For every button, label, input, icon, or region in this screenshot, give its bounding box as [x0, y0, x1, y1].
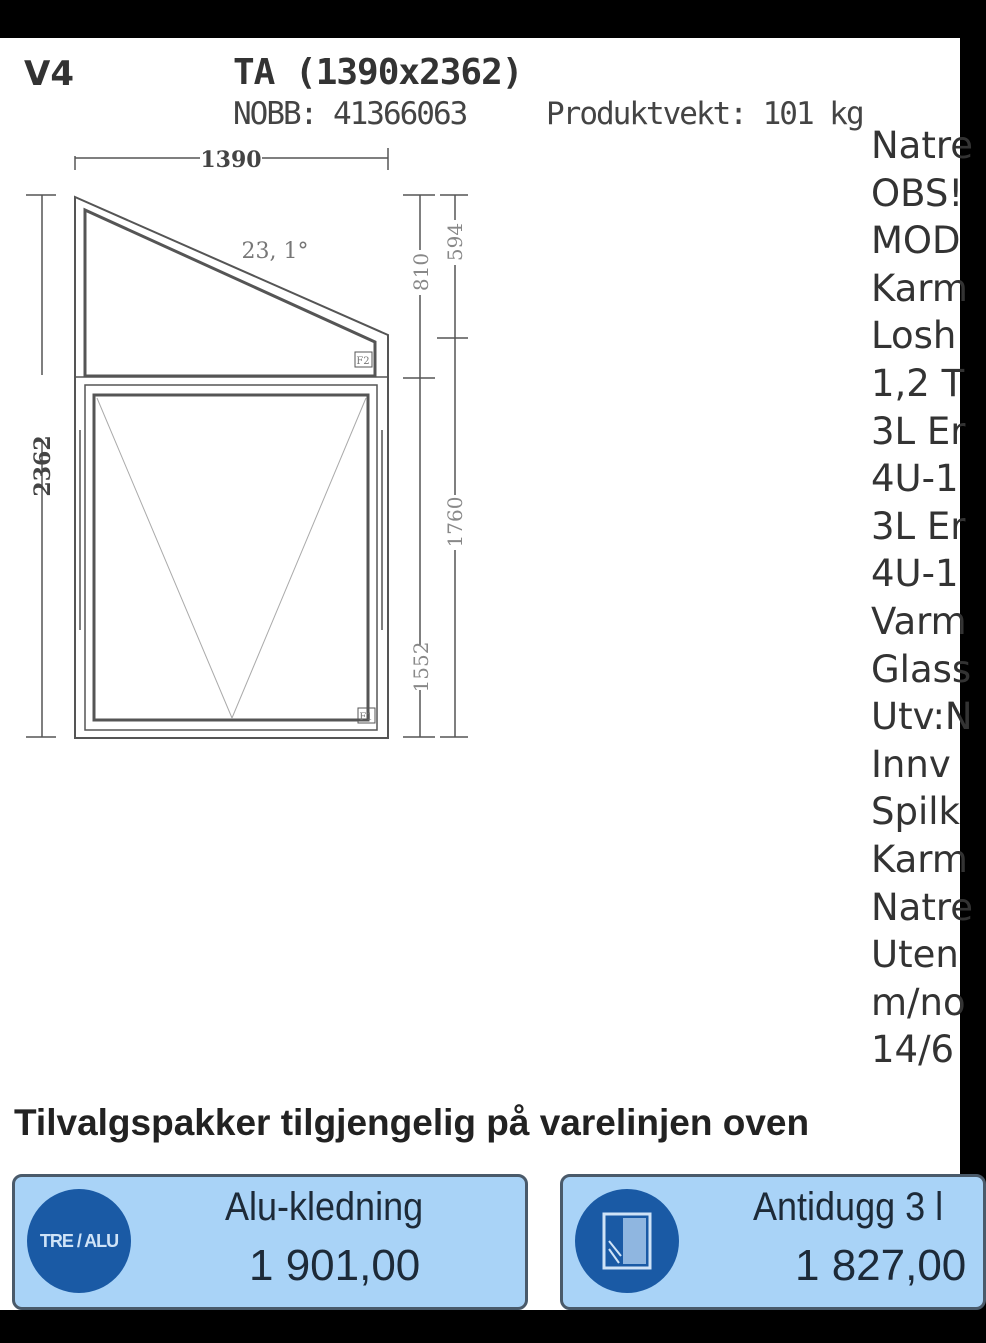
dim-1552: 1552 — [409, 641, 433, 693]
spec-line: Spilk — [871, 790, 960, 834]
spec-line: 4U-1 — [871, 457, 959, 501]
spec-line: 3L Er — [871, 504, 966, 548]
spec-line: m/no — [871, 980, 966, 1024]
dim-594: 594 — [443, 222, 467, 262]
option-price: 1 901,00 — [249, 1241, 421, 1290]
product-title: TA (1390x2362) — [233, 52, 523, 93]
option-alu-cladding[interactable] — [12, 1174, 528, 1310]
spec-line: 4U-1 — [871, 552, 959, 596]
spec-list — [871, 122, 974, 1074]
spec-line: Innv — [871, 742, 951, 786]
option-label: Alu-kledning — [225, 1185, 424, 1229]
spec-line: 3L Er — [871, 409, 966, 453]
spec-line: Utv:N — [871, 695, 973, 739]
dim-1760: 1760 — [443, 496, 467, 548]
spec-line: OBS! — [871, 171, 964, 215]
dim-810: 810 — [409, 252, 433, 292]
product-page — [0, 38, 974, 1310]
spec-line: Uten — [871, 933, 959, 977]
product-weight: Produktvekt: 101 kg — [546, 96, 863, 132]
marker-top: F2 — [356, 356, 370, 367]
angle-label: 23, 1° — [241, 239, 309, 264]
spec-line: 14/6 — [871, 1028, 955, 1072]
spec-line: Natre — [871, 885, 974, 929]
tre-alu-icon: TRE / ALU — [27, 1189, 131, 1293]
option-price: 1 827,00 — [795, 1241, 967, 1290]
spec-line: 1,2 T — [871, 361, 965, 405]
nobb-number: NOBB: 41366063 — [233, 96, 467, 132]
spec-line: Losh — [871, 314, 957, 358]
spec-line: Varm — [871, 599, 967, 643]
window-glass-icon — [575, 1189, 679, 1293]
options-heading: Tilvalgspakker tilgjengelig på varelinjen oven — [14, 1102, 810, 1143]
height-dimension: 2362 — [30, 435, 56, 497]
spec-line: Glass — [871, 647, 972, 691]
marker-bottom: F1 — [359, 712, 373, 723]
width-dimension: 1390 — [200, 147, 262, 173]
option-antidugg[interactable] — [560, 1174, 986, 1310]
position-label: V4 — [24, 54, 74, 94]
spec-line: MOD — [871, 219, 961, 263]
spec-line: Karm — [871, 837, 968, 881]
window-drawing — [0, 130, 480, 750]
option-label: Antidugg 3 l — [753, 1185, 944, 1229]
spec-line: Natre — [871, 124, 974, 167]
spec-line: Karm — [871, 266, 968, 310]
